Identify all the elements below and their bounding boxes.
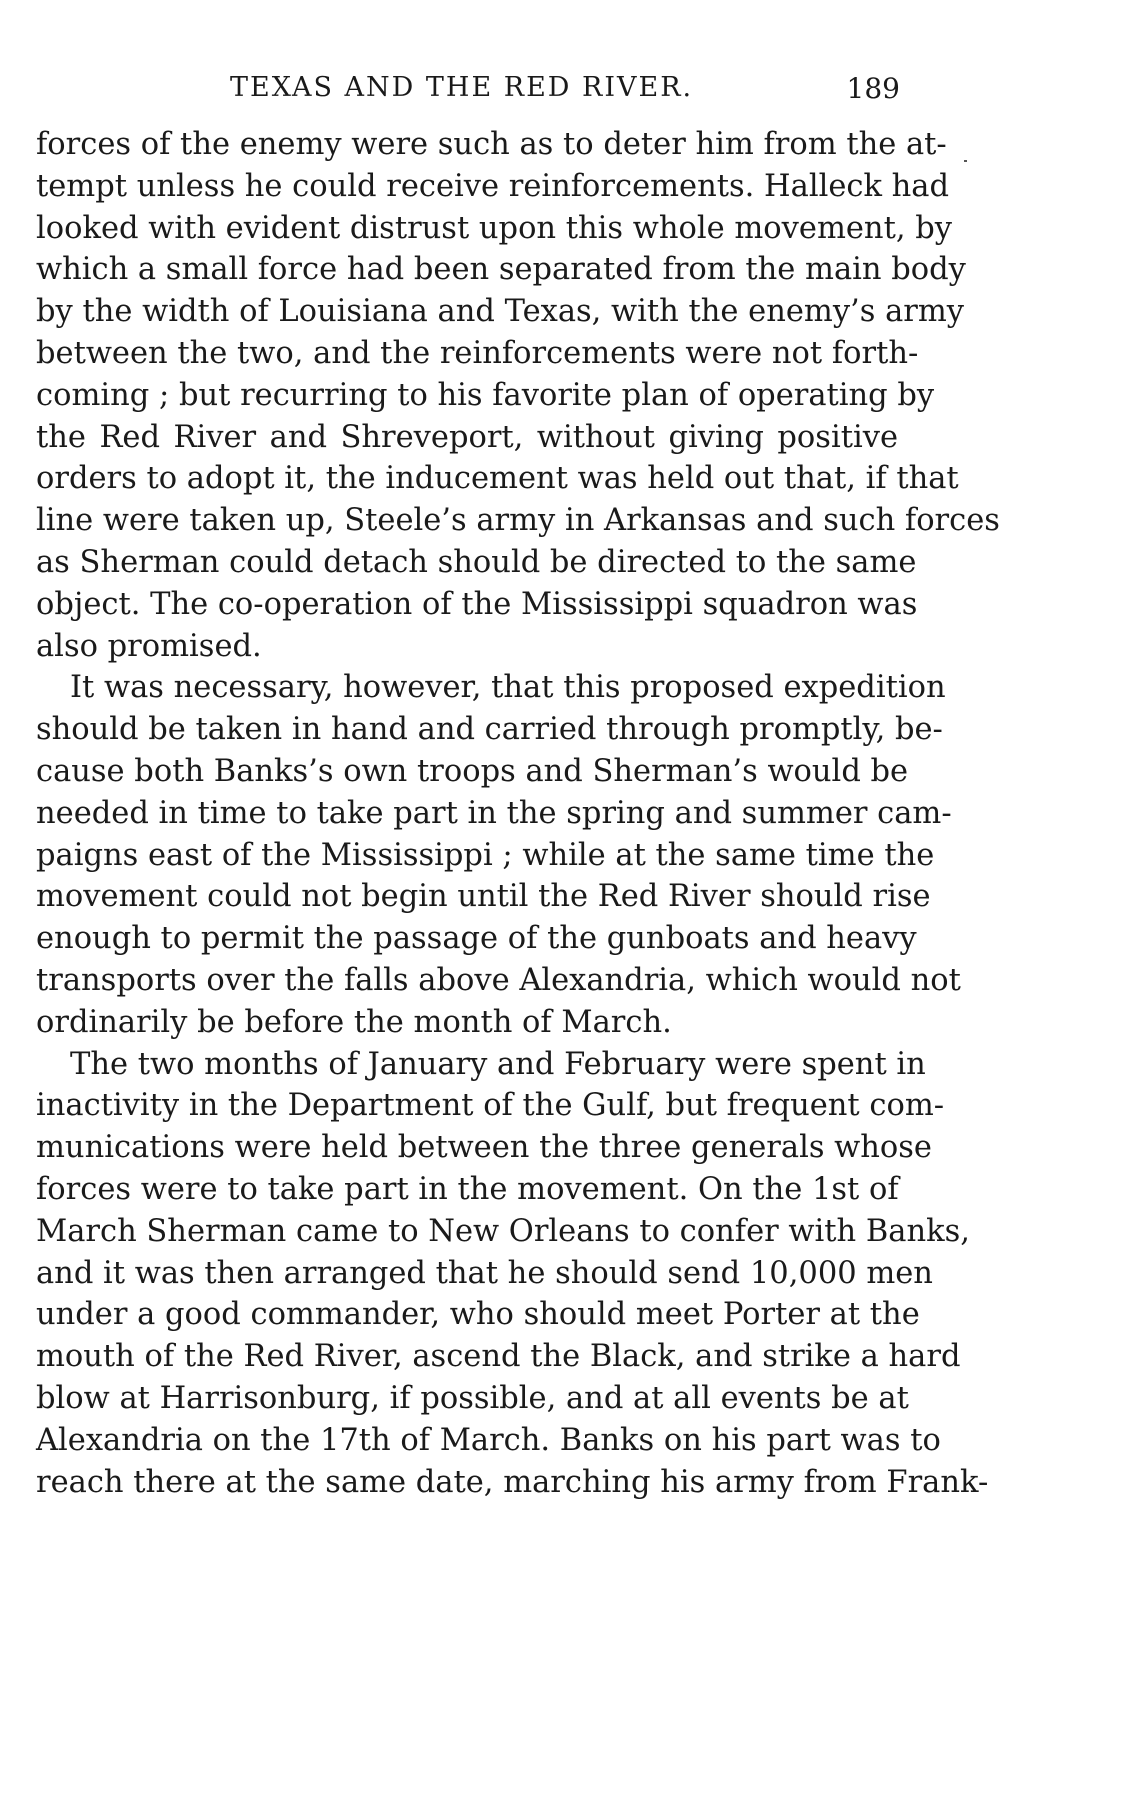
- text-line: movement could not begin until the Red River should rise: [36, 879, 931, 915]
- text-line: The two months of January and February were spent in: [70, 1046, 926, 1082]
- print-speck: [964, 160, 967, 162]
- text-line: blow at Harrisonburg, if possible, and at all events be at: [36, 1380, 909, 1416]
- text-line: object. The co-operation of the Mississippi squadron was: [36, 586, 918, 622]
- paragraph: [36, 667, 961, 1043]
- text-line: Alexandria on the 17th of March. Banks on his part was to: [36, 1422, 941, 1458]
- text-line: ordinarily be before the month of March.: [36, 1004, 672, 1040]
- text-line: cause both Banks’s own troops and Sherman’s would be: [36, 753, 909, 789]
- text-line: orders to adopt it, the inducement was held out that, if that: [36, 461, 959, 497]
- page-number: 189: [846, 72, 900, 105]
- text-line: enough to permit the passage of the gunboats and heavy: [36, 921, 917, 957]
- text-line: coming ; but recurring to his favorite plan of operating by: [36, 377, 935, 413]
- page-header: [40, 72, 900, 112]
- text-line: tempt unless he could receive reinforcements. Halleck had: [36, 168, 949, 204]
- text-line: needed in time to take part in the spring and summer cam-: [36, 795, 952, 831]
- text-line: mouth of the Red River, ascend the Black, and strike a hard: [36, 1339, 961, 1375]
- text-line: by the width of Louisiana and Texas, with the enemy’s army: [36, 294, 965, 330]
- text-line: paigns east of the Mississippi ; while at the same time the: [36, 837, 935, 873]
- text-line: which a small force had been separated from the main body: [36, 252, 966, 288]
- text-line: as Sherman could detach should be directed to the same: [36, 544, 917, 580]
- text-line: line were taken up, Steele’s army in Arkansas and such forces: [36, 503, 1000, 539]
- text-line: reach there at the same date, marching his army from Frank-: [36, 1464, 989, 1500]
- text-line: between the two, and the reinforcements were not forth-: [36, 335, 919, 371]
- text-line: should be taken in hand and carried through promptly, be-: [36, 712, 943, 748]
- text-line: under a good commander, who should meet Porter at the: [36, 1297, 920, 1333]
- text-line: munications were held between the three generals whose: [36, 1130, 932, 1166]
- text-line: March Sherman came to New Orleans to confer with Banks,: [36, 1213, 970, 1249]
- text-line: forces were to take part in the movement. On the 1st of: [36, 1171, 899, 1207]
- body-text: [36, 124, 1000, 1503]
- text-line: also promised.: [36, 628, 262, 664]
- paragraph: [36, 1044, 989, 1504]
- text-line: looked with evident distrust upon this whole movement, by: [36, 210, 952, 246]
- text-line: inactivity in the Department of the Gulf, but frequent com-: [36, 1088, 945, 1124]
- text-line: the Red River and Shreveport, without giving positive: [36, 419, 898, 455]
- paragraph: [36, 124, 1000, 667]
- text-line: transports over the falls above Alexandria, which would not: [36, 962, 961, 998]
- text-line: forces of the enemy were such as to deter him from the at-: [36, 127, 947, 162]
- text-line: It was necessary, however, that this proposed expedition: [70, 670, 946, 706]
- text-line: and it was then arranged that he should send 10,000 men: [36, 1255, 933, 1291]
- running-title: TEXAS AND THE RED RIVER.: [230, 72, 694, 103]
